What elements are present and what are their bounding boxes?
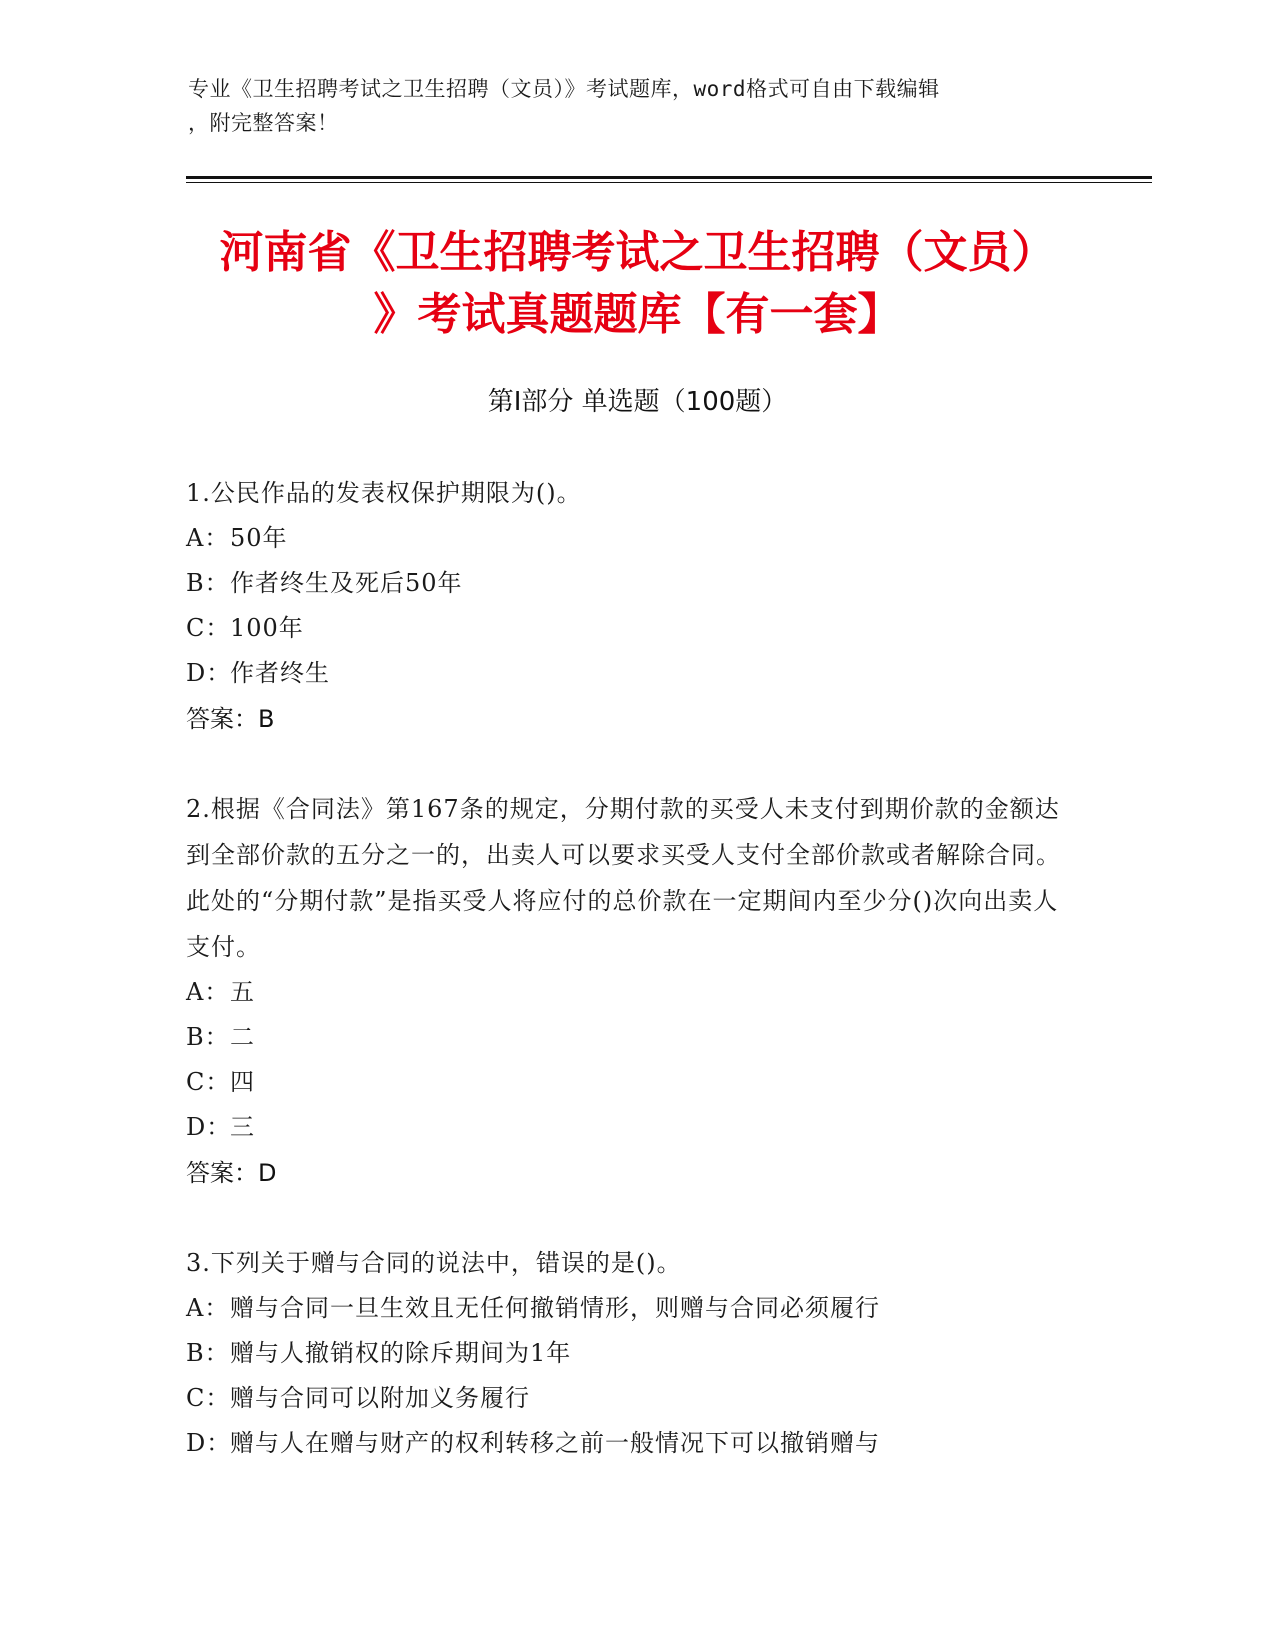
- answer-line: 答案：B: [186, 705, 275, 733]
- option-text: 作者终生: [230, 659, 330, 687]
- option-key: A：: [186, 1294, 230, 1322]
- option-text: 赠与合同可以附加义务履行: [230, 1384, 530, 1412]
- option-key: C：: [186, 1068, 231, 1096]
- option-b: [186, 1015, 1066, 1060]
- header-divider-thick: [186, 176, 1152, 179]
- option-key: B：: [186, 1339, 230, 1367]
- option-d: [186, 1105, 1066, 1150]
- option-d: [186, 1421, 1066, 1466]
- option-text: 三: [230, 1113, 255, 1141]
- option-text: 作者终生及死后50年: [230, 569, 463, 597]
- question-item: [186, 1240, 1066, 1466]
- option-text: 50年: [230, 524, 288, 552]
- option-c: [186, 1376, 1066, 1421]
- option-key: D：: [186, 1113, 232, 1141]
- option-text: 赠与合同一旦生效且无任何撤销情形，则赠与合同必须履行: [230, 1294, 880, 1322]
- option-d: [186, 651, 1066, 696]
- option-c: [186, 1060, 1066, 1105]
- header-note: [188, 72, 1068, 140]
- option-key: C：: [186, 1384, 231, 1412]
- option-text: 二: [230, 1023, 255, 1051]
- option-text: 赠与人在赠与财产的权利转移之前一般情况下可以撤销赠与: [230, 1429, 880, 1457]
- option-text: 100年: [230, 614, 304, 642]
- option-c: [186, 606, 1066, 651]
- option-key: D：: [186, 1429, 232, 1457]
- question-item: [186, 786, 1066, 1196]
- option-key: A：: [186, 524, 230, 552]
- question-stem: 1.公民作品的发表权保护期限为()。: [186, 479, 582, 507]
- option-key: B：: [186, 569, 230, 597]
- document-title: [150, 222, 1125, 346]
- option-key: C：: [186, 614, 231, 642]
- option-key: B：: [186, 1023, 230, 1051]
- question-stem: 3.下列关于赠与合同的说法中，错误的是()。: [186, 1249, 682, 1277]
- document-title-line-1: 河南省《卫生招聘考试之卫生招聘（文员）: [219, 227, 1056, 278]
- option-b: [186, 561, 1066, 606]
- option-text: 赠与人撤销权的除斥期间为1年: [230, 1339, 572, 1367]
- option-a: [186, 1286, 1066, 1331]
- document-title-line-2: 》考试真题题库【有一套】: [373, 289, 902, 340]
- header-note-line-1: 专业《卫生招聘考试之卫生招聘（文员）》考试题库，word格式可自由下载编辑: [188, 77, 940, 101]
- option-a: [186, 516, 1066, 561]
- option-b: [186, 1331, 1066, 1376]
- header-note-line-2: ，附完整答案！: [188, 111, 339, 135]
- question-stem: 2.根据《合同法》第167条的规定，分期付款的买受人未支付到期价款的金额达到全部价款的五分之一的，出卖人可以要求买受人支付全部价款或者解除合同。此处的“分期付款”是指买受人将应付的总价款在一定期间内至少分()次向出卖人支付。: [186, 795, 1061, 961]
- answer-line: 答案：D: [186, 1159, 277, 1187]
- question-list: [186, 470, 1066, 1510]
- header-divider-thin: [186, 182, 1152, 183]
- option-text: 五: [230, 978, 255, 1006]
- option-a: [186, 970, 1066, 1015]
- option-key: A：: [186, 978, 230, 1006]
- section-title: 第I部分 单选题（100题）: [487, 387, 788, 417]
- option-text: 四: [230, 1068, 255, 1096]
- option-key: D：: [186, 659, 232, 687]
- question-item: [186, 470, 1066, 742]
